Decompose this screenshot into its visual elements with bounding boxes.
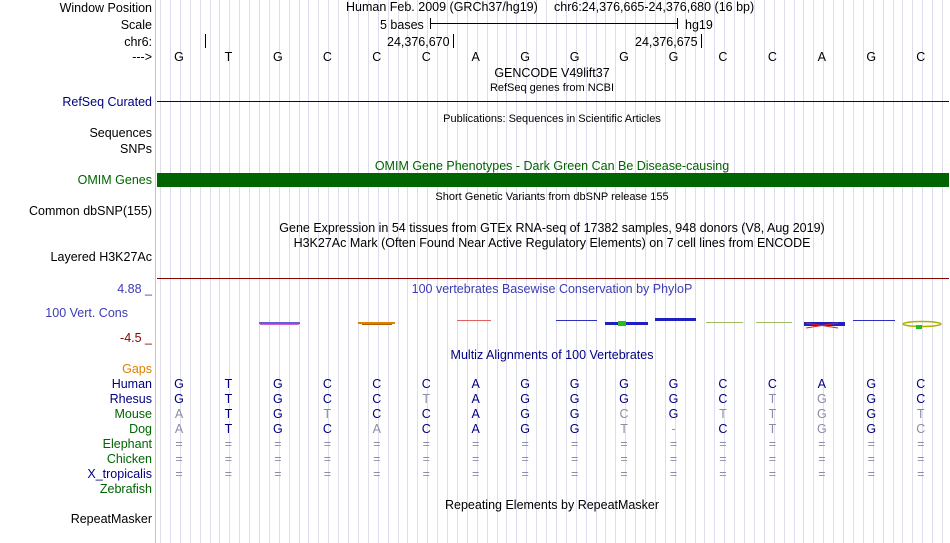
aligned-base: C — [916, 377, 926, 391]
snps-track-label[interactable]: SNPs — [120, 142, 152, 156]
aligned-base: A — [471, 407, 480, 421]
phylop-min-label: -4.5 _ — [120, 331, 152, 345]
base-letter: C — [372, 50, 382, 64]
aligned-base: G — [520, 392, 530, 406]
aligned-base: G — [816, 392, 827, 406]
aligned-base: = — [867, 467, 875, 481]
aligned-base: = — [867, 452, 875, 466]
gencode-track-title[interactable]: GENCODE V49lift37 — [494, 66, 610, 80]
aligned-base: = — [669, 452, 678, 466]
window-position-label: Window Position — [59, 1, 152, 15]
aligned-base: C — [322, 392, 332, 406]
coord-label-left: 24,376,670 — [387, 35, 450, 49]
aligned-base: T — [422, 392, 431, 406]
aligned-base: C — [718, 392, 728, 406]
aligned-base: G — [569, 407, 580, 421]
aligned-base: G — [866, 422, 877, 436]
phylop-max-label: 4.88 _ — [117, 282, 152, 296]
aligned-base: C — [916, 422, 926, 436]
aligned-base: G — [569, 392, 580, 406]
aligned-base: G — [569, 422, 580, 436]
aligned-base: C — [718, 377, 728, 391]
aligned-base: A — [471, 422, 480, 436]
aligned-base: = — [472, 467, 480, 481]
aligned-base: T — [916, 407, 925, 421]
base-letter: T — [224, 50, 233, 64]
aligned-base: = — [175, 437, 183, 451]
aligned-base: = — [620, 437, 628, 451]
aligned-base: = — [867, 437, 875, 451]
scale-label: Scale — [120, 18, 152, 32]
aligned-base: G — [619, 377, 629, 391]
aligned-base: T — [768, 392, 777, 406]
aligned-base: = — [422, 467, 430, 481]
aligned-base: C — [372, 392, 382, 406]
species-label-elephant: Elephant — [102, 437, 152, 451]
chrom-label: chr6: — [124, 35, 152, 49]
species-label-mouse: Mouse — [114, 407, 152, 421]
aligned-base: = — [917, 467, 925, 481]
scale-db-label: hg19 — [685, 18, 713, 32]
aligned-base: = — [818, 437, 826, 451]
aligned-base: G — [569, 377, 580, 391]
base-letter: A — [471, 50, 480, 64]
aligned-base: A — [817, 377, 827, 391]
refseq-track-subtitle: RefSeq genes from NCBI — [489, 82, 615, 94]
phylop-track-title: 100 vertebrates Basewise Conservation by PhyloP — [411, 282, 693, 296]
aligned-base: G — [668, 377, 679, 391]
aligned-base: C — [767, 377, 777, 391]
species-label-dog: Dog — [129, 422, 152, 436]
aligned-base: = — [521, 467, 529, 481]
aligned-base: G — [866, 407, 877, 421]
aligned-base: = — [175, 467, 183, 481]
aligned-base: C — [421, 422, 431, 436]
aligned-base: = — [719, 437, 727, 451]
aligned-base: T — [224, 377, 233, 391]
h3k27ac-track-title: H3K27Ac Mark (Often Found Near Active Regulatory Elements) on 7 cell lines from ENCODE — [293, 236, 811, 250]
aligned-base: T — [224, 407, 233, 421]
aligned-base: T — [323, 407, 332, 421]
aligned-base: = — [373, 467, 381, 481]
aligned-base: = — [224, 452, 233, 466]
base-letter: C — [421, 50, 431, 64]
aligned-base: = — [373, 452, 381, 466]
base-letter: C — [322, 50, 332, 64]
aligned-base: G — [816, 422, 827, 436]
aligned-base: = — [719, 467, 727, 481]
aligned-base: = — [274, 452, 282, 466]
aligned-base: T — [224, 422, 233, 436]
assembly-title: Human Feb. 2009 (GRCh37/hg19) — [346, 0, 538, 14]
aligned-base: = — [818, 467, 826, 481]
aligned-base: = — [323, 467, 331, 481]
aligned-base: C — [619, 407, 629, 421]
aligned-base: = — [620, 467, 628, 481]
aligned-base: A — [174, 422, 184, 436]
h3k27ac-track-label[interactable]: Layered H3K27Ac — [50, 250, 152, 264]
aligned-base: = — [917, 437, 925, 451]
base-letter: C — [767, 50, 777, 64]
aligned-base: = — [422, 437, 430, 451]
base-letter: G — [520, 50, 530, 64]
conservation-track-label[interactable]: 100 Vert. Cons — [45, 306, 128, 320]
aligned-base: C — [322, 377, 332, 391]
aligned-base: = — [768, 437, 777, 451]
aligned-base: = — [472, 437, 480, 451]
base-letter: G — [273, 50, 283, 64]
refseq-track-label[interactable]: RefSeq Curated — [62, 95, 152, 109]
aligned-base: - — [671, 422, 676, 436]
aligned-base: = — [472, 452, 480, 466]
species-label-human: Human — [111, 377, 152, 391]
aligned-base: G — [619, 392, 629, 406]
omim-track-title: OMIM Gene Phenotypes - Dark Green Can Be Disease-causing — [374, 159, 730, 173]
aligned-base: C — [916, 392, 926, 406]
aligned-base: = — [422, 452, 430, 466]
species-label-rhesus: Rhesus — [109, 392, 152, 406]
scale-bar-text: 5 bases — [380, 18, 424, 32]
aligned-base: A — [471, 377, 480, 391]
base-letter: A — [817, 50, 827, 64]
aligned-base: C — [322, 422, 332, 436]
aligned-base: G — [273, 377, 283, 391]
aligned-base: C — [372, 407, 382, 421]
aligned-base: C — [372, 377, 382, 391]
aligned-base: G — [273, 422, 283, 436]
omim-track-label[interactable]: OMIM Genes — [77, 173, 152, 187]
dbsnp-track-title: Short Genetic Variants from dbSNP release 155 — [435, 191, 669, 203]
publications-track-title: Publications: Sequences in Scientific Articles — [443, 113, 661, 125]
aligned-base: = — [917, 452, 925, 466]
aligned-base: = — [323, 452, 331, 466]
aligned-base: G — [520, 422, 530, 436]
base-letter: G — [866, 50, 877, 64]
aligned-base: = — [323, 437, 331, 451]
base-letter: G — [174, 50, 184, 64]
aligned-base: G — [816, 407, 827, 421]
aligned-base: = — [224, 437, 233, 451]
gaps-label: Gaps — [122, 362, 152, 376]
species-label-zebrafish: Zebrafish — [99, 482, 152, 496]
aligned-base: = — [274, 467, 282, 481]
aligned-base: = — [570, 452, 579, 466]
aligned-base: G — [174, 392, 184, 406]
aligned-base: A — [174, 407, 184, 421]
aligned-base: = — [620, 452, 628, 466]
aligned-base: = — [373, 437, 381, 451]
aligned-base: G — [174, 377, 184, 391]
strand-arrow-label[interactable]: ---> — [132, 50, 152, 64]
multiz-track-title: Multiz Alignments of 100 Vertebrates — [450, 348, 654, 362]
repeatmasker-track-label[interactable]: RepeatMasker — [70, 512, 152, 526]
base-letter: G — [569, 50, 580, 64]
species-label-x_tropicalis: X_tropicalis — [87, 467, 152, 481]
aligned-base: = — [521, 437, 529, 451]
aligned-base: = — [175, 452, 183, 466]
aligned-base: G — [520, 407, 530, 421]
aligned-base: = — [818, 452, 826, 466]
aligned-base: T — [768, 422, 777, 436]
aligned-base: G — [866, 392, 877, 406]
base-letter: C — [916, 50, 926, 64]
aligned-base: = — [570, 437, 579, 451]
position-readout: chr6:24,376,665-24,376,680 (16 bp) — [554, 0, 755, 14]
phylop-marks — [259, 318, 941, 329]
aligned-base: C — [421, 407, 431, 421]
aligned-base: C — [718, 422, 728, 436]
species-label-chicken: Chicken — [106, 452, 152, 466]
aligned-base: = — [768, 452, 777, 466]
aligned-base: T — [719, 407, 727, 421]
aligned-base: = — [274, 437, 282, 451]
aligned-base: T — [620, 422, 628, 436]
aligned-base: = — [570, 467, 579, 481]
aligned-base: A — [372, 422, 381, 436]
aligned-base: = — [669, 437, 678, 451]
dbsnp-track-label[interactable]: Common dbSNP(155) — [29, 204, 152, 218]
base-letter: C — [718, 50, 728, 64]
aligned-base: G — [866, 377, 877, 391]
gtex-track-title: Gene Expression in 54 tissues from GTEx RNA-seq of 17382 samples, 948 donors (V8, Aug 2019) — [279, 221, 825, 235]
aligned-base: A — [471, 392, 480, 406]
aligned-base: G — [668, 407, 679, 421]
repeatmasker-track-title: Repeating Elements by RepeatMasker — [444, 498, 660, 512]
aligned-base: T — [768, 407, 777, 421]
aligned-base: = — [719, 452, 727, 466]
aligned-base: G — [520, 377, 530, 391]
aligned-base: G — [273, 392, 283, 406]
aligned-base: = — [224, 467, 233, 481]
aligned-base: G — [273, 407, 283, 421]
base-letter: G — [668, 50, 679, 64]
sequences-track-label[interactable]: Sequences — [89, 126, 152, 140]
aligned-base: = — [768, 467, 777, 481]
aligned-base: = — [669, 467, 678, 481]
coord-label-right: 24,376,675 — [635, 35, 698, 49]
aligned-base: C — [421, 377, 431, 391]
base-letter: G — [619, 50, 629, 64]
aligned-base: = — [521, 452, 529, 466]
aligned-base: T — [224, 392, 233, 406]
aligned-base: G — [668, 392, 679, 406]
